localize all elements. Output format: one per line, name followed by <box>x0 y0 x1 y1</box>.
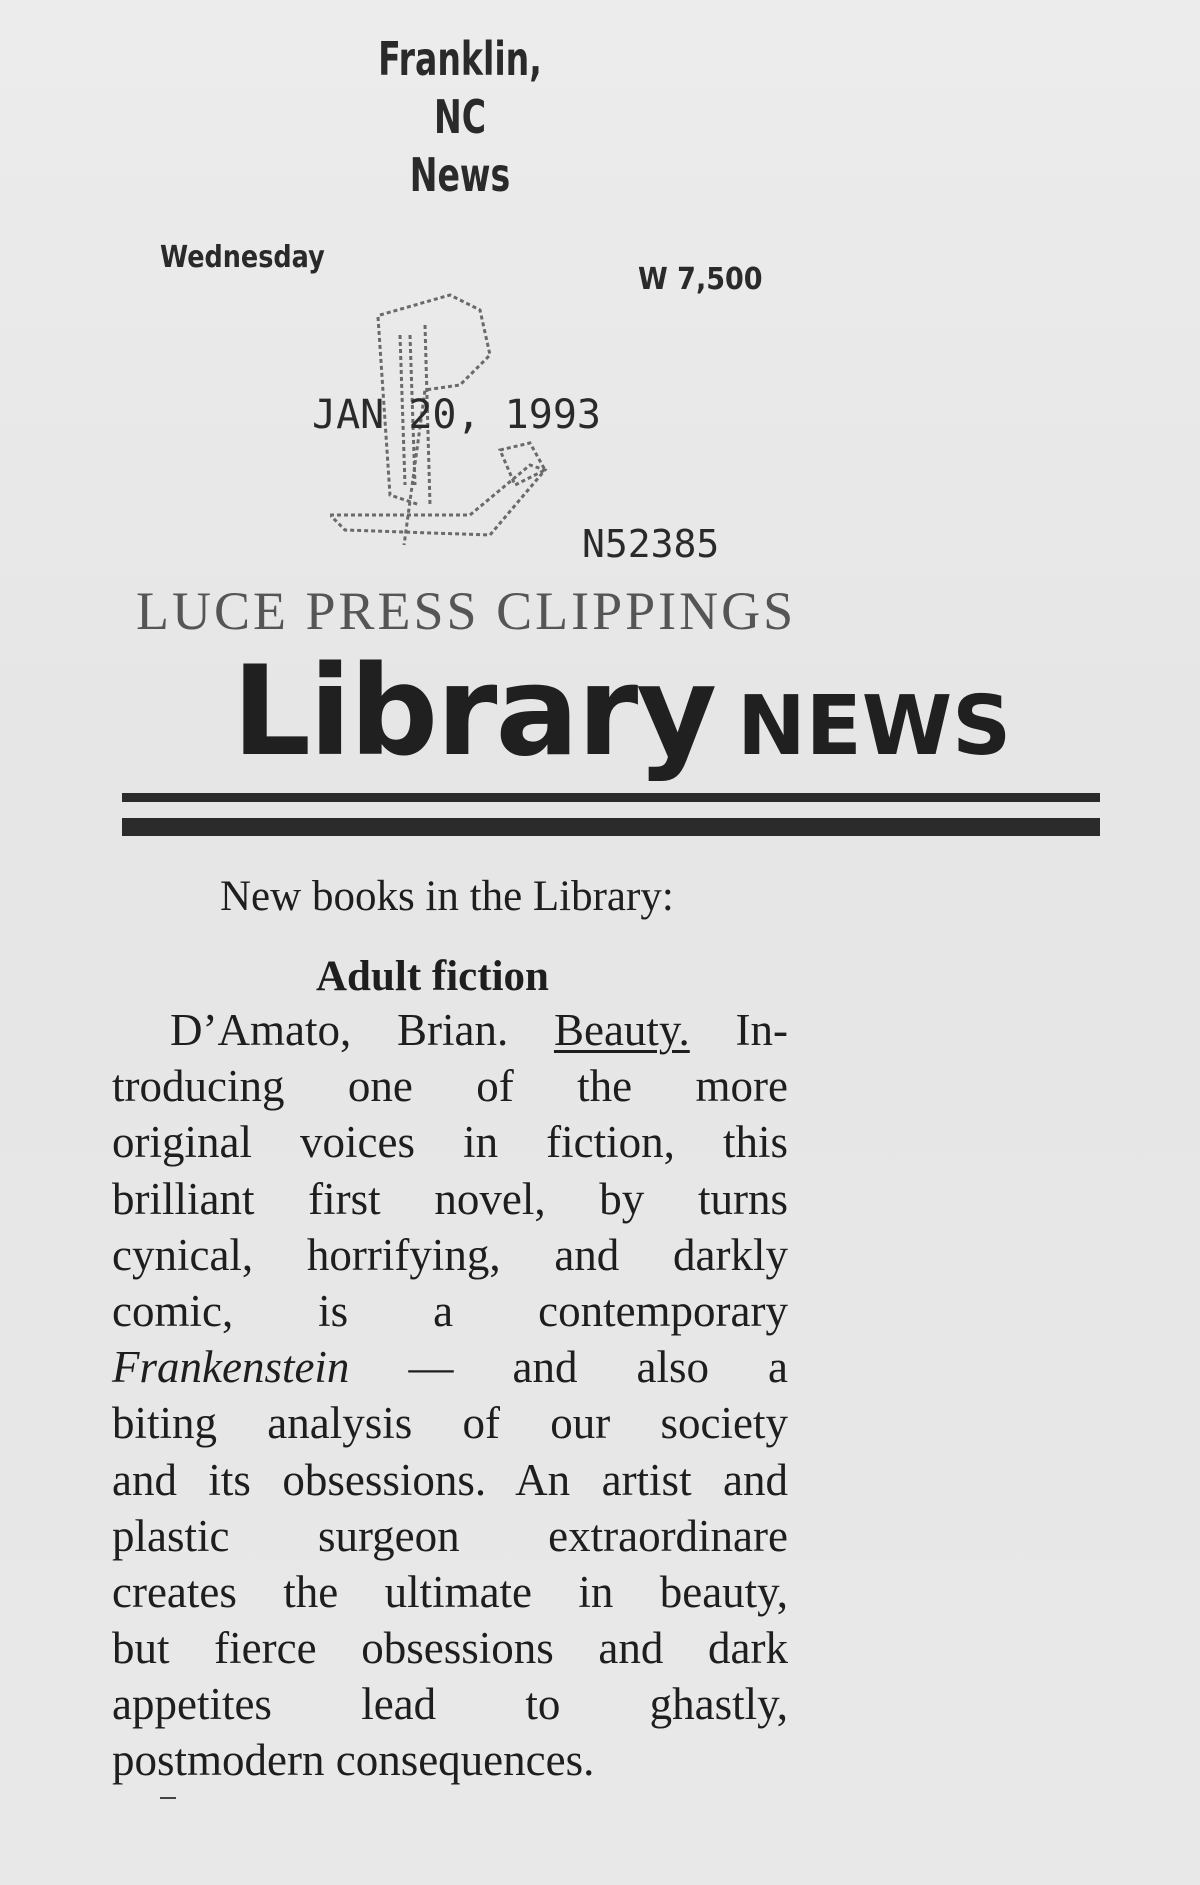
circulation-stamp: W 7,500 <box>638 262 763 297</box>
novel-reference: Frankenstein <box>112 1342 350 1393</box>
review-line: D’Amato, Brian. Beauty. In- <box>170 1005 789 1055</box>
review-line: plastic surgeon extraordinare <box>112 1510 788 1561</box>
masthead-subtitle: NEWS <box>737 679 1012 774</box>
review-line: appetites lead to ghastly, <box>112 1679 788 1730</box>
masthead-title: Library <box>232 640 716 784</box>
book-title: Beauty. <box>553 1005 690 1055</box>
clip-number-stamp: N52385 <box>582 522 720 566</box>
review-line: troducing one of the more <box>112 1061 788 1112</box>
publication-paper: News <box>409 148 511 202</box>
review-line: postmodern consequences. <box>112 1735 595 1786</box>
masthead-rule-thick <box>122 818 1100 836</box>
book-review <box>112 1002 788 1789</box>
review-line: biting analysis of our society <box>112 1398 788 1449</box>
review-line: and its obsessions. An artist and <box>112 1454 788 1505</box>
masthead-rule-thin <box>122 793 1100 802</box>
date-stamp: JAN 20, 1993 <box>312 392 601 438</box>
clipping-service-name: LUCE PRESS CLIPPINGS <box>136 581 797 641</box>
review-line: cynical, horrifying, and darkly <box>112 1229 788 1280</box>
review-line: comic, is a contemporary <box>112 1285 788 1336</box>
review-line: Frankenstein — and also a <box>112 1342 788 1393</box>
review-line: original voices in fiction, this <box>112 1117 788 1168</box>
masthead <box>232 640 1011 784</box>
review-line: but fierce obsessions and dark <box>112 1623 788 1674</box>
stray-mark <box>160 1797 176 1799</box>
section-heading: Adult fiction <box>316 953 549 1000</box>
weekday-stamp: Wednesday <box>160 240 325 275</box>
review-line: brilliant first novel, by turns <box>112 1173 788 1224</box>
author-name: D’Amato, Brian. <box>170 1005 509 1055</box>
review-line: creates the ultimate in beauty, <box>112 1566 788 1617</box>
intro-heading: New books in the Library: <box>220 873 674 920</box>
publication-city: Franklin, NC <box>378 32 542 144</box>
publication-name <box>374 30 547 204</box>
